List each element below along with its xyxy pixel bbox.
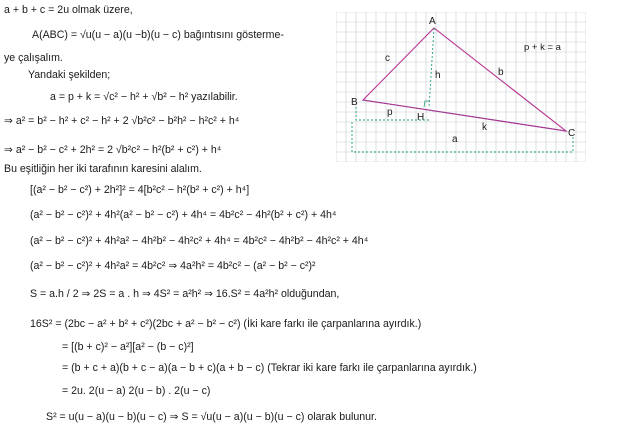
text-line-9: [(a² − b² − c²) + 2h²]² = 4[b²c² − h²(b² + c²) + h⁴] <box>30 184 250 196</box>
text-line-10: (a² − b² − c²)² + 4h²(a² − b² − c²) + 4h⁴ = 4b²c² − 4h²(b² + c²) + 4h⁴ <box>30 209 337 221</box>
label-h: h <box>435 70 441 81</box>
text-line-1: a + b + c = 2u olmak üzere, <box>4 4 133 16</box>
grid <box>336 12 586 162</box>
label-b: b <box>498 67 504 78</box>
triangle-figure <box>336 12 586 162</box>
text-line-12: (a² − b² − c²)² + 4h²a² = 4b²c² ⇒ 4a²h² = 4b²c² − (a² − b² − c²)² <box>30 260 316 272</box>
text-line-2: A(ABC) = √u(u − a)(u −b)(u − c) bağıntısını gösterme- <box>32 29 284 41</box>
text-line-7: ⇒ a² − b² − c² + 2h² = 2 √b²c² − h²(b² + c²) + h⁴ <box>4 144 222 156</box>
text-line-17: = 2u. 2(u − a) 2(u − b) . 2(u − c) <box>62 385 211 397</box>
side-a <box>363 100 566 131</box>
label-C: C <box>568 128 576 139</box>
altitude-h <box>429 28 434 108</box>
text-line-13: S = a.h / 2 ⇒ 2S = a . h ⇒ 4S² = a²h² ⇒ 16.S² = 4a²h² olduğundan, <box>30 288 340 300</box>
label-p: p <box>387 107 393 118</box>
text-line-8: Bu eşitliğin her iki tarafının karesini alalım. <box>4 163 202 175</box>
text-line-3: ye çalışalım. <box>4 52 63 64</box>
text-line-15: = [(b + c)² − a²][a² − (b − c)²] <box>62 341 194 353</box>
text-line-14: 16S² = (2bc − a² + b² + c²)(2bc + a² − b² − c²) (İki kare farkı ile çarpanlarına ayırdık.) <box>30 318 422 330</box>
text-line-18: S² = u(u − a)(u − b)(u − c) ⇒ S = √u(u − a)(u − b)(u − c) olarak bulunur. <box>46 411 377 423</box>
text-line-4: Yandaki şekilden; <box>28 69 111 81</box>
text-line-5: a = p + k = √c² − h² + √b² − h² yazılabilir. <box>50 91 238 103</box>
label-a: a <box>452 134 458 145</box>
label-k: k <box>482 122 487 133</box>
text-line-16: = (b + c + a)(b + c − a)(a − b + c)(a + b − c) (Tekrar iki kare farkı ile çarpanlarına ayırdık.) <box>62 362 477 374</box>
label-A: A <box>429 16 436 27</box>
label-H: H <box>417 112 425 123</box>
label-B: B <box>351 97 358 108</box>
text-line-11: (a² − b² − c²)² + 4h²a² − 4h²b² − 4h²c² + 4h⁴ = 4b²c² − 4h²b² − 4h²c² + 4h⁴ <box>30 235 369 247</box>
label-c: c <box>385 53 390 64</box>
note-pk-a: p + k = a <box>524 42 561 53</box>
text-line-6: ⇒ a² = b² − h² + c² − h² + 2 √b²c² − b²h² − h²c² + h⁴ <box>4 115 240 127</box>
